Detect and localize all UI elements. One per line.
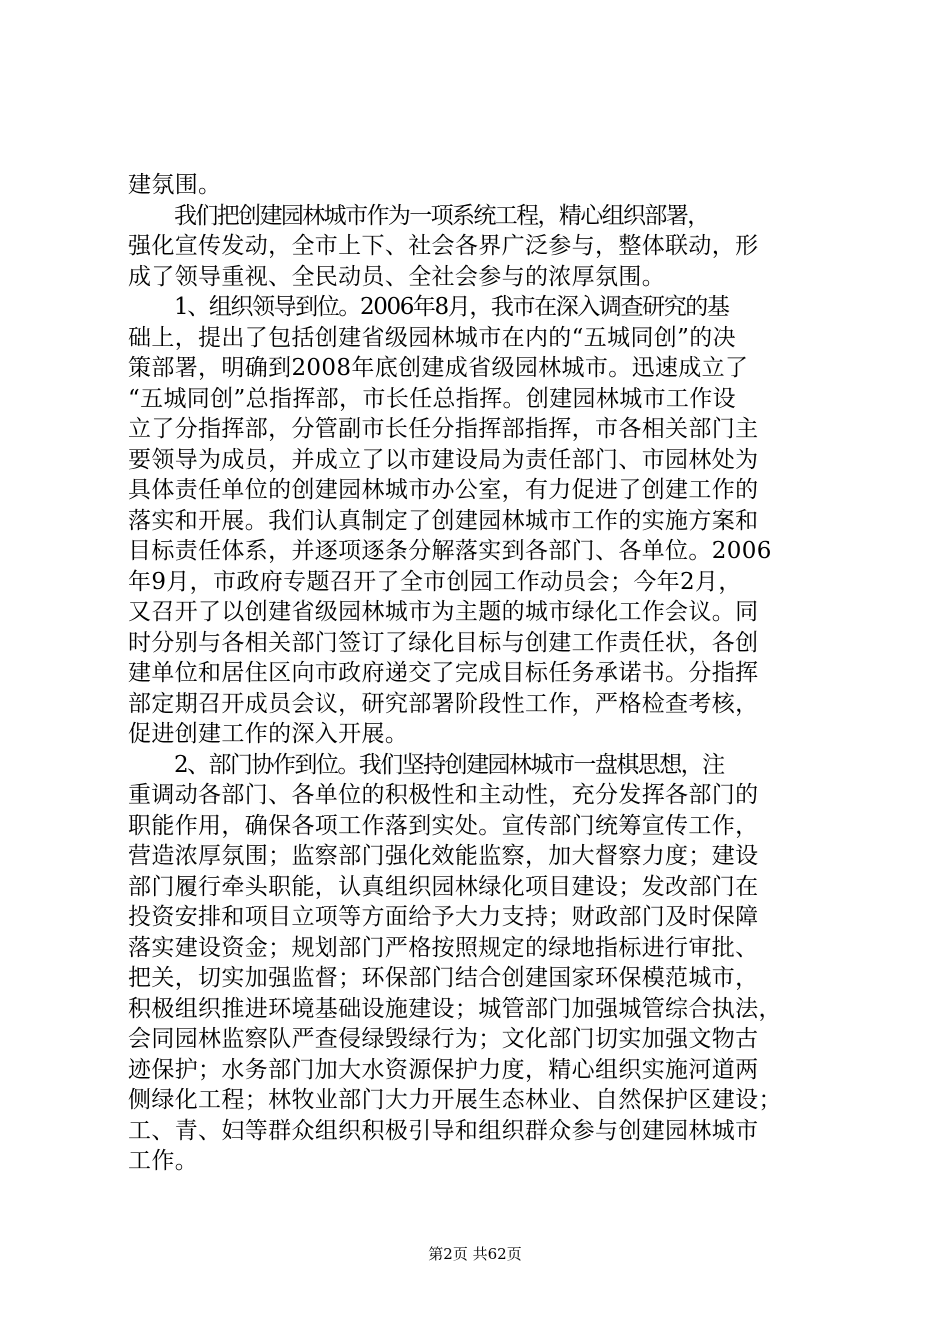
text-line: 工作。 [128,1148,199,1174]
text-line: 落实和开展。我们认真制定了创建园林城市工作的实施方案和 [128,507,759,534]
text-line: 础上，提出了包括创建省级园林城市在内的“五城同创”的决 [128,324,736,351]
text-line: 要领导为成员，并成立了以市建设局为责任部门、市园林处为 [128,446,759,473]
text-line: 工、青、妇等群众组织积极引导和组织群众参与创建园林城市 [128,1117,759,1144]
text-line: 营造浓厚氛围；监察部门强化效能监察，加大督察力度；建设 [128,843,759,869]
text-line: 职能作用，确保各项工作落到实处。宣传部门统筹宣传工作， [128,812,759,839]
text-line: 强化宣传发动，全市上下、社会各界广泛参与，整体联动，形 [128,233,759,259]
text-line: 建氛围。 [128,172,222,198]
text-line: 促进创建工作的深入开展。 [128,721,409,747]
text-line: 侧绿化工程；林牧业部门大力开展生态林业、自然保护区建设； [128,1087,782,1113]
text-line: 部门履行牵头职能，认真组织园林绿化项目建设；发改部门在 [128,873,759,900]
text-line: 建单位和居住区向市政府递交了完成目标任务承诺书。分指挥 [128,660,759,686]
text-line: 立了分指挥部，分管副市长任分指挥部指挥，市各相关部门主 [128,416,759,442]
text-line: 把关，切实加强监督；环保部门结合创建国家环保模范城市， [128,965,759,991]
text-line: 策部署，明确到2008年底创建成省级园林城市。迅速成立了 [128,355,749,381]
text-line: 具体责任单位的创建园林城市办公室，有力促进了创建工作的 [128,477,759,503]
text-line: 迹保护；水务部门加大水资源保护力度，精心组织实施河道两 [128,1056,759,1083]
text-line: 又召开了以创建省级园林城市为主题的城市绿化工作会议。同 [128,599,759,625]
text-line: “五城同创”总指挥部，市长任总指挥。创建园林城市工作设 [128,385,736,412]
document-body [128,170,848,1177]
paragraph-first-line: 1、组织领导到位。2006年8月，我市在深入调查研究的基 [174,294,729,320]
paragraph-first-line: 我们把创建园林城市作为一项系统工程，精心组织部署， [174,202,709,229]
text-line: 投资安排和项目立项等方面给予大力支持；财政部门及时保障 [128,904,759,930]
text-line: 积极组织推进环境基础设施建设；城管部门加强城管综合执法， [128,995,782,1022]
text-line: 成了领导重视、全民动员、全社会参与的浓厚氛围。 [128,263,666,290]
text-line: 会同园林监察队严查侵绿毁绿行为；文化部门切实加强文物古 [128,1026,759,1052]
text-line: 落实建设资金；规划部门严格按照规定的绿地指标进行审批、 [128,934,759,961]
text-line: 目标责任体系，并逐项逐条分解落实到各部门、各单位。2006 [128,538,772,564]
paragraph-first-line: 2、部门协作到位。我们坚持创建园林城市一盘棋思想，注 [174,751,724,778]
text-line: 时分别与各相关部门签订了绿化目标与创建工作责任状，各创 [128,629,759,656]
text-line: 年9月，市政府专题召开了全市创园工作动员会；今年2月， [128,568,742,595]
text-line: 重调动各部门、各单位的积极性和主动性，充分发挥各部门的 [128,782,759,808]
page-number-footer: 第2页 共62页 [428,1245,522,1263]
text-line: 部定期召开成员会议，研究部署阶段性工作，严格检查考核， [128,690,759,717]
